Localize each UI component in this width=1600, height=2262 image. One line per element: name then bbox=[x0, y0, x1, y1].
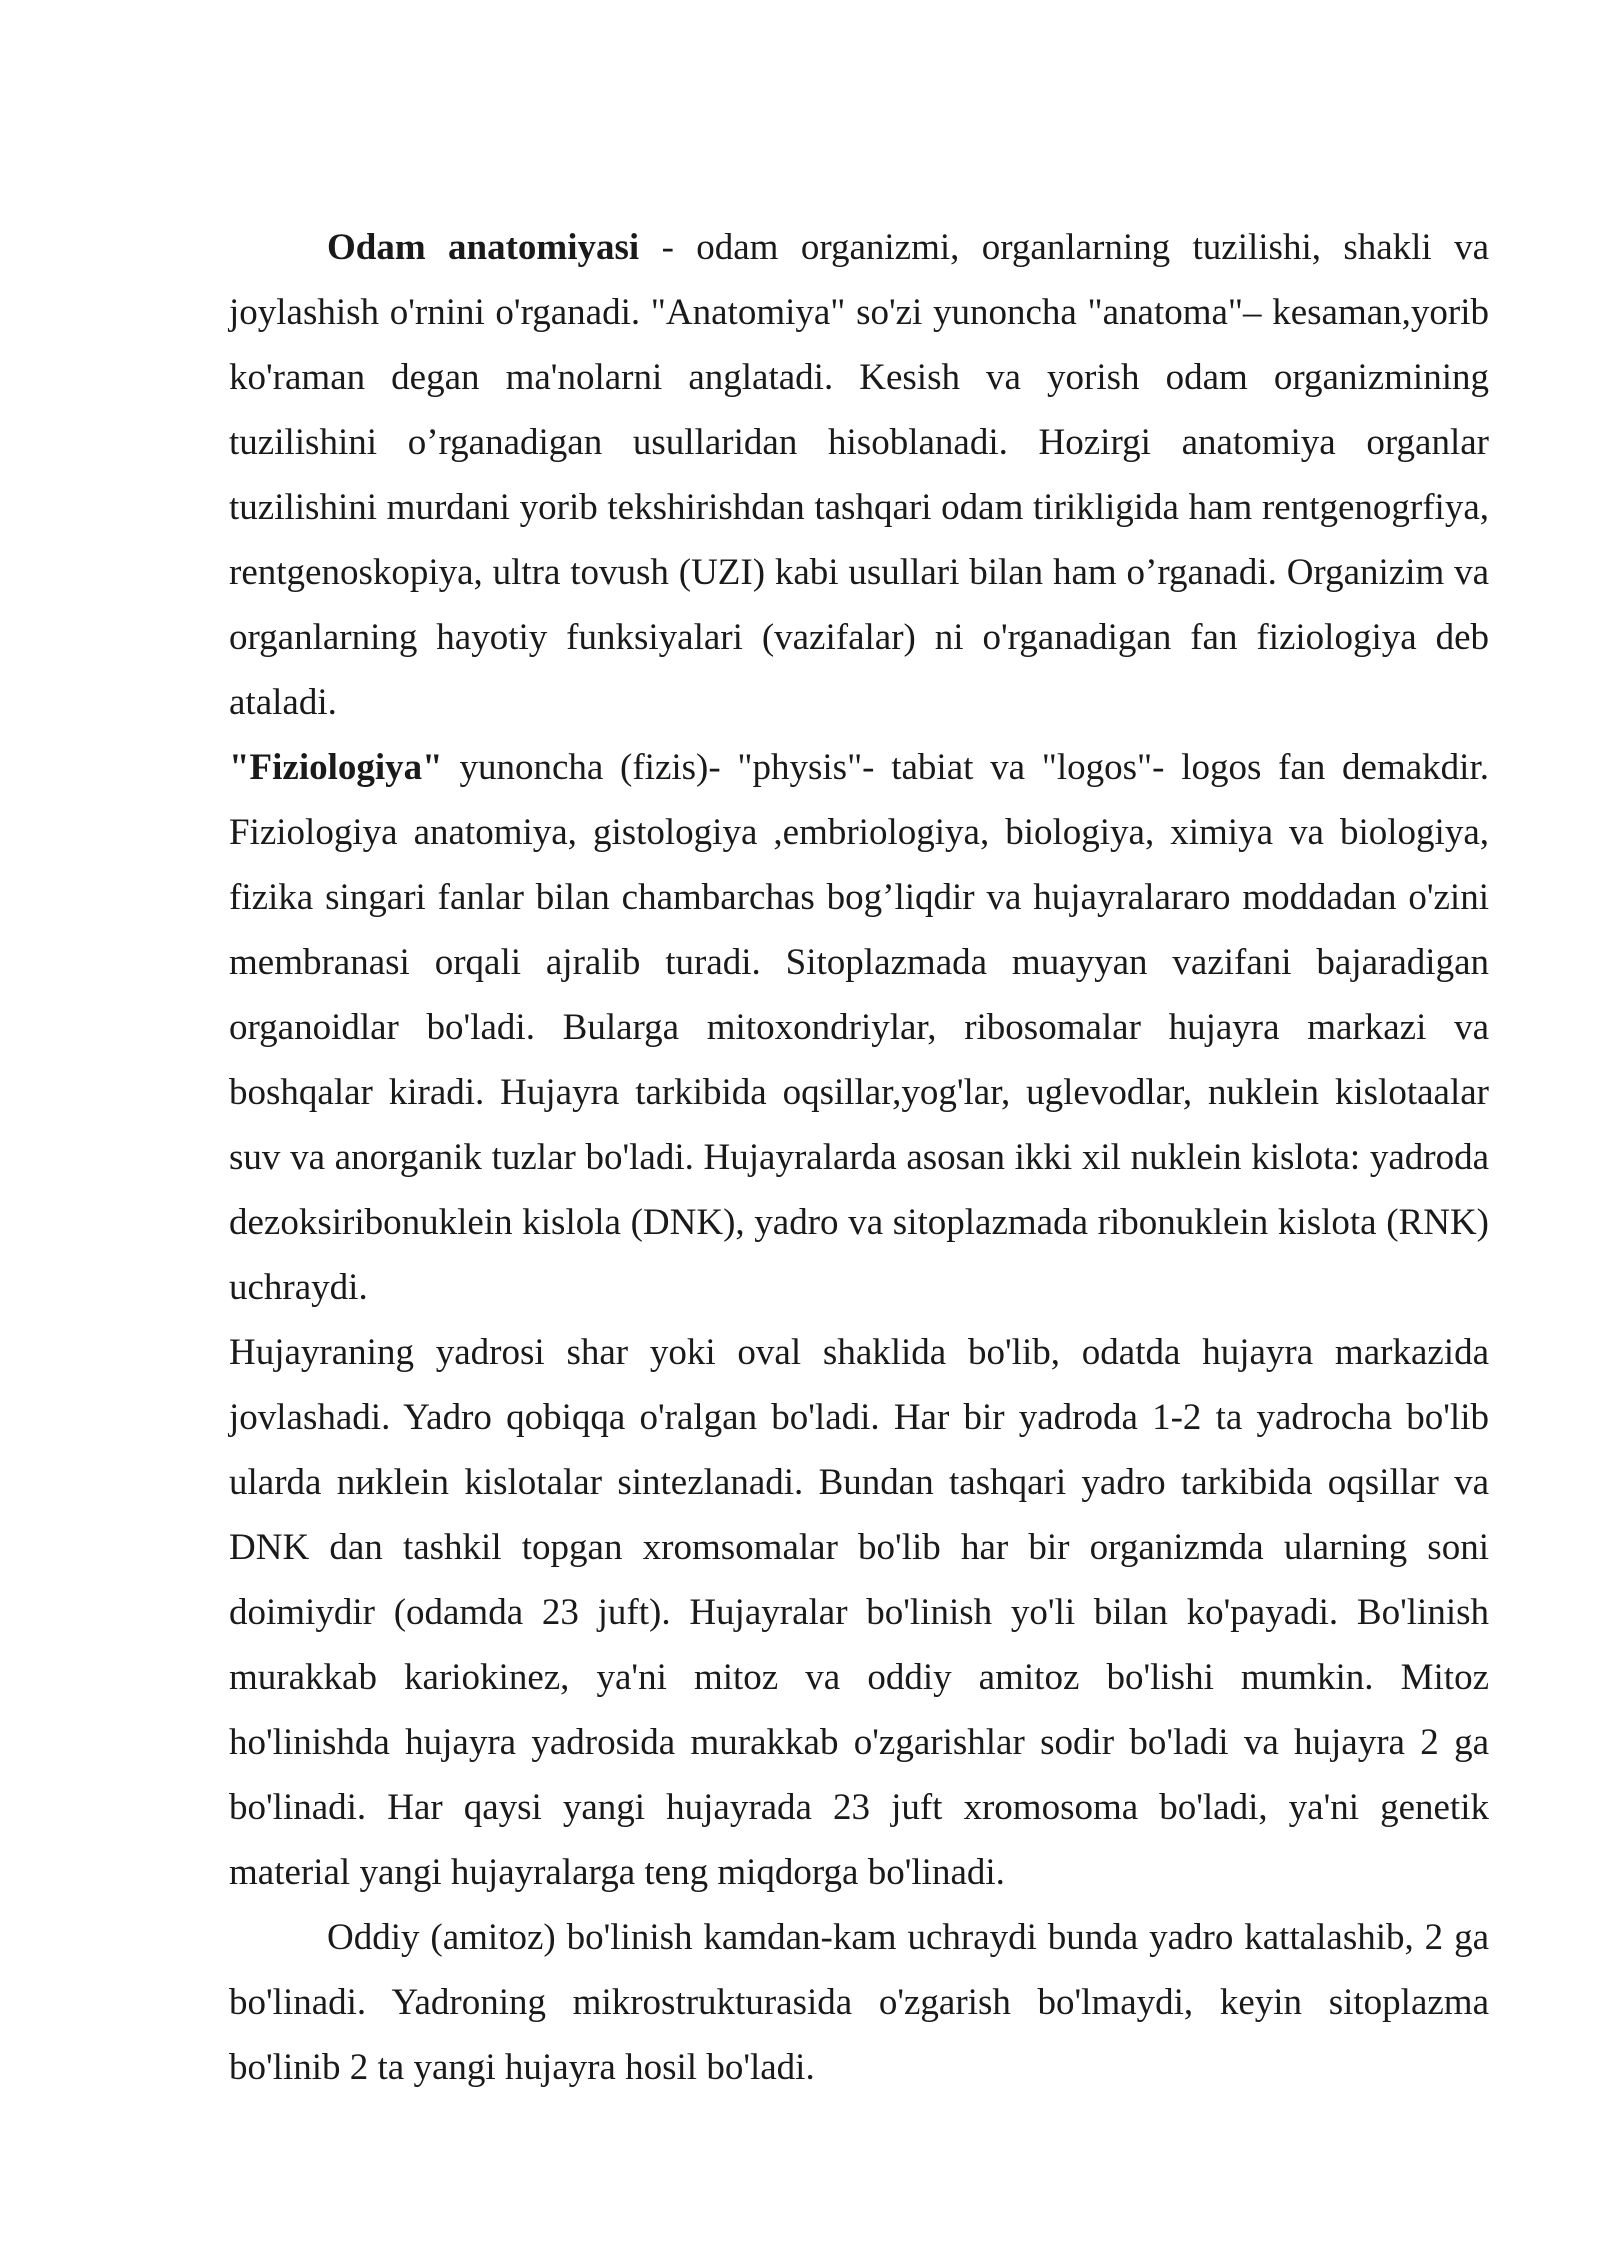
paragraph-nucleus-text: Hujayraning yadrosi shar yoki oval shaklida bo'lib, odatda hujayra markazida jovlashadi. Yadro qobiqqa o'ralgan bo'ladi. Har bir yadroda 1-2 ta yadrocha bo'lib ularda nиklein kislotalar sintezlanadi. Bundan tashqari yadro tarkibida oqsillar va DNK dan tashkil topgan xromsomalar bo'lib har bir organizmda ularning soni doimiydir (odamda 23 juft). Hujayralar bo'linish yo'li bilan ko'payadi. Bo'linish murakkab kariokinez, ya'ni mitoz va oddiy amitoz bo'lishi mumkin. Mitoz ho'linishda hujayra yadrosida murakkab o'zgarishlar sodir bo'ladi va hujayra 2 ga bo'linadi. Har qaysi yangi hujayrada 23 juft xromosoma bo'ladi, ya'ni genetik material yangi hujayralarga teng miqdorga bo'linadi. bbox=[229, 1332, 1489, 1893]
paragraph-physiology-text: yunoncha (fizis)- "physis"- tabiat va "logos"- logos fan demakdir. Fiziologiya anatomiya, gistologiya ,embriologiya, biologiya, ximiya va biologiya, fizika singari fanlar bilan chambarchas bog’liqdir va hujayralararo moddadan o'zini membranasi orqali ajralib turadi. Sitoplazmada muayyan vazifani bajaradigan organoidlar bo'ladi. Bularga mitoxondriylar, ribosomalar hujayra markazi va boshqalar kiradi. Hujayra tarkibida oqsillar,yog'lar, uglevodlar, nuklein kislotaalar suv va anorganik tuzlar bo'ladi. Hujayralarda asosan ikki xil nuklein kislota: yadroda dezoksiribonuklein kislola (DNK), yadro va sitoplazmada ribonuklein kislota (RNK) uchraydi. bbox=[229, 747, 1489, 1308]
paragraph-nucleus bbox=[229, 1320, 1489, 1905]
paragraph-amitosis-text: Oddiy (amitoz) bo'linish kamdan-kam uchraydi bunda yadro kattalashib, 2 ga bo'linadi. Yadroning mikrostrukturasida o'zgarish bo'lmaydi, keyin sitoplazma bo'linib 2 ta yangi hujayra hosil bo'ladi. bbox=[229, 1917, 1489, 2088]
paragraph-anatomy bbox=[229, 215, 1489, 735]
paragraph-physiology bbox=[229, 735, 1489, 1320]
term-fiziologiya: "Fiziologiya" bbox=[229, 747, 443, 788]
paragraph-amitosis bbox=[229, 1905, 1489, 2100]
term-odam-anatomiyasi: Odam anatomiyasi bbox=[327, 227, 640, 268]
paragraph-anatomy-text: - odam organizmi, organlarning tuzilishi, shakli va joylashish o'rnini o'rganadi. "Anatomiya" so'zi yunoncha "anatoma"– kesaman,yorib ko'raman degan ma'nolarni anglatadi. Kesish va yorish odam organizmining tuzilishini o’rganadigan usullaridan hisoblanadi. Hozirgi anatomiya organlar tuzilishini murdani yorib tekshirishdan tashqari odam tirikligida ham rentgenogrfiya, rentgenoskopiya, ultra tovush (UZI) kabi usullari bilan ham o’rganadi. Organizim va organlarning hayotiy funksiyalari (vazifalar) ni o'rganadigan fan fiziologiya deb ataladi. bbox=[229, 227, 1489, 723]
document-page bbox=[229, 215, 1489, 2100]
